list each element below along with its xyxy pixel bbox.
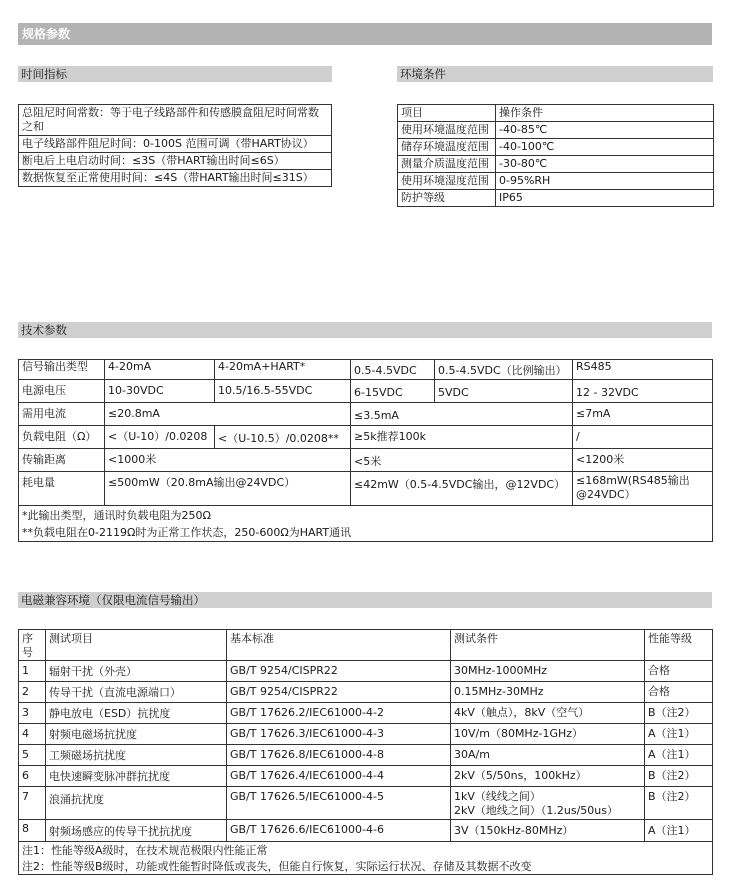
emc-cell: 4 (19, 724, 46, 745)
emc-cell: 2kV（地线之间）（1.2us/50us） (454, 804, 618, 817)
tech-cell: 4-20mA+HART* (215, 360, 351, 380)
env-row (398, 139, 714, 156)
emc-cell: 辐射干扰（外壳） (46, 661, 227, 682)
env-row (398, 156, 714, 173)
emc-cell: 射频电磁场抗扰度 (46, 724, 227, 745)
env-row (398, 105, 714, 122)
emc-cell: GB/T 9254/CISPR22 (227, 682, 451, 703)
tech-row (19, 403, 713, 426)
table-row (19, 661, 713, 682)
emc-cell: 静电放电（ESD）抗扰度 (46, 703, 227, 724)
emc-cell: 4kV（触点），8kV（空气） (451, 703, 645, 724)
env-cell: -40-100℃ (496, 139, 714, 156)
table-row (19, 682, 713, 703)
tech-row (19, 472, 713, 506)
time-row: 电子线路部件阻尼时间：0-100S 范围可调（带HART协议） (19, 136, 332, 153)
time-row: 断电后上电启动时间：≤3S（带HART输出时间≤6S） (19, 153, 332, 170)
emc-cell: 合格 (645, 661, 713, 682)
tech-cell: 10-30VDC (105, 380, 215, 403)
emc-note: 注1：性能等级A级时，在技术规范极限内性能正常 (22, 844, 268, 857)
table-row (19, 745, 713, 766)
tech-cell: <1000米 (105, 449, 351, 472)
tech-label: 信号输出类型 (19, 360, 105, 380)
emc-header-cell: 基本标准 (227, 630, 451, 661)
emc-cell: GB/T 17626.3/IEC61000-4-3 (227, 724, 451, 745)
emc-cell: B（注2） (645, 766, 713, 787)
env-row (398, 173, 714, 190)
emc-cell: 传导干扰（直流电源端口） (46, 682, 227, 703)
emc-cell: 电快速瞬变脉冲群抗扰度 (46, 766, 227, 787)
tech-cell: 5VDC (435, 380, 573, 403)
env-row (398, 122, 714, 139)
table-row (19, 820, 713, 842)
tech-row (19, 426, 713, 449)
emc-header-cell: 测试项目 (46, 630, 227, 661)
emc-cell: 3V（150kHz-80MHz） (451, 820, 645, 842)
emc-cell: GB/T 17626.5/IEC61000-4-5 (227, 787, 451, 820)
tech-cell: RS485 (573, 360, 713, 380)
emc-cell: GB/T 17626.8/IEC61000-4-8 (227, 745, 451, 766)
emc-cell: 射频场感应的传导干扰抗扰度 (46, 820, 227, 842)
env-cell: 储存环境温度范围 (398, 139, 496, 156)
tech-cell: ≤7mA (573, 403, 713, 426)
env-cell: 使用环境温度范围 (398, 122, 496, 139)
table-row (19, 787, 713, 820)
emc-cell: 1kV（线线之间） (454, 790, 541, 803)
emc-cell: 30A/m (451, 745, 645, 766)
env-cell: 操作条件 (496, 105, 714, 122)
emc-cell: GB/T 9254/CISPR22 (227, 661, 451, 682)
tech-cell: ≤500mW（20.8mA输出@24VDC） (105, 472, 351, 506)
env-section-title: 环境条件 (397, 66, 713, 82)
env-cell: 使用环境湿度范围 (398, 173, 496, 190)
tech-cell: <（U-10.5）/0.0208** (215, 426, 351, 449)
tech-label: 需用电流 (19, 403, 105, 426)
emc-cell: 浪涌抗扰度 (46, 787, 227, 820)
tech-note: *此输出类型，通讯时负载电阻为250Ω (22, 509, 211, 522)
tech-row (19, 360, 713, 380)
env-row (398, 190, 714, 207)
emc-cell: A（注1） (645, 724, 713, 745)
emc-header-cell: 性能等级 (645, 630, 713, 661)
tech-cell: / (573, 426, 713, 449)
tech-cell: 4-20mA (105, 360, 215, 380)
env-cell: 0-95%RH (496, 173, 714, 190)
tech-cell: <（U-10）/0.0208 (105, 426, 215, 449)
emc-cell: 3 (19, 703, 46, 724)
env-table (397, 104, 714, 207)
tech-cell: 12 - 32VDC (573, 380, 713, 403)
emc-cell: GB/T 17626.6/IEC61000-4-6 (227, 820, 451, 842)
env-cell: IP65 (496, 190, 714, 207)
tech-cell: ≥5k推荐100k (351, 426, 573, 449)
tech-label: 传输距离 (19, 449, 105, 472)
emc-header-cell: 序号 (19, 630, 46, 661)
emc-cell: 0.15MHz-30MHz (451, 682, 645, 703)
tech-cell: ≤3.5mA (351, 403, 573, 426)
emc-cell: 2kV（5/50ns，100kHz） (451, 766, 645, 787)
tech-label: 负载电阻（Ω） (19, 426, 105, 449)
emc-note: 注2：性能等级B级时，功能或性能暂时降低或丧失，但能自行恢复，实际运行状况、存储及其数据不改变 (22, 860, 532, 873)
emc-header-row (19, 630, 713, 661)
tech-row (19, 449, 713, 472)
emc-cell: B（注2） (645, 787, 713, 820)
emc-cell: A（注1） (645, 820, 713, 842)
time-table (18, 104, 332, 187)
emc-section-title: 电磁兼容环境（仅限电流信号输出） (18, 592, 712, 608)
tech-table (18, 359, 713, 542)
table-row (19, 724, 713, 745)
emc-table (18, 629, 713, 875)
page-title: 规格参数 (18, 23, 712, 45)
emc-cell: GB/T 17626.2/IEC61000-4-2 (227, 703, 451, 724)
emc-cell: 合格 (645, 682, 713, 703)
env-cell: 测量介质温度范围 (398, 156, 496, 173)
emc-cell: 6 (19, 766, 46, 787)
emc-header-cell: 测试条件 (451, 630, 645, 661)
table-row (19, 703, 713, 724)
emc-cell: 5 (19, 745, 46, 766)
emc-cell: 1 (19, 661, 46, 682)
tech-cell: ≤42mW（0.5-4.5VDC输出，@12VDC） (351, 472, 573, 506)
emc-cell: 工频磁场抗扰度 (46, 745, 227, 766)
tech-cell: <1200米 (573, 449, 713, 472)
tech-cell: ≤168mW(RS485输出@24VDC） (573, 472, 713, 506)
tech-cell: ≤20.8mA (105, 403, 351, 426)
emc-cell: 8 (19, 820, 46, 842)
tech-notes-row (19, 506, 713, 542)
emc-cell: 10V/m（80MHz-1GHz） (451, 724, 645, 745)
tech-cell: 10.5/16.5-55VDC (215, 380, 351, 403)
tech-cell: 0.5-4.5VDC（比例输出） (435, 360, 573, 380)
env-cell: -40-85℃ (496, 122, 714, 139)
emc-cell: A（注1） (645, 745, 713, 766)
tech-section-title: 技术参数 (18, 322, 712, 338)
tech-cell: 0.5-4.5VDC (351, 360, 435, 380)
env-cell: -30-80℃ (496, 156, 714, 173)
emc-cell: GB/T 17626.4/IEC61000-4-4 (227, 766, 451, 787)
tech-row (19, 380, 713, 403)
tech-label: 耗电量 (19, 472, 105, 506)
time-row: 总阻尼时间常数：等于电子线路部件和传感膜盒阻尼时间常数之和 (19, 105, 332, 136)
tech-label: 电源电压 (19, 380, 105, 403)
emc-cell: B（注2） (645, 703, 713, 724)
emc-cell: 7 (19, 787, 46, 820)
tech-cell: 6-15VDC (351, 380, 435, 403)
table-row (19, 766, 713, 787)
env-cell: 项目 (398, 105, 496, 122)
time-section-title: 时间指标 (18, 66, 332, 82)
emc-notes-row (19, 842, 713, 875)
tech-note: **负载电阻在0-2119Ω时为正常工作状态，250-600Ω为HART通讯 (22, 526, 352, 539)
tech-cell: <5米 (351, 449, 573, 472)
env-cell: 防护等级 (398, 190, 496, 207)
time-row: 数据恢复至正常使用时间：≤4S（带HART输出时间≤31S） (19, 170, 332, 187)
emc-cell: 2 (19, 682, 46, 703)
emc-cell: 30MHz-1000MHz (451, 661, 645, 682)
